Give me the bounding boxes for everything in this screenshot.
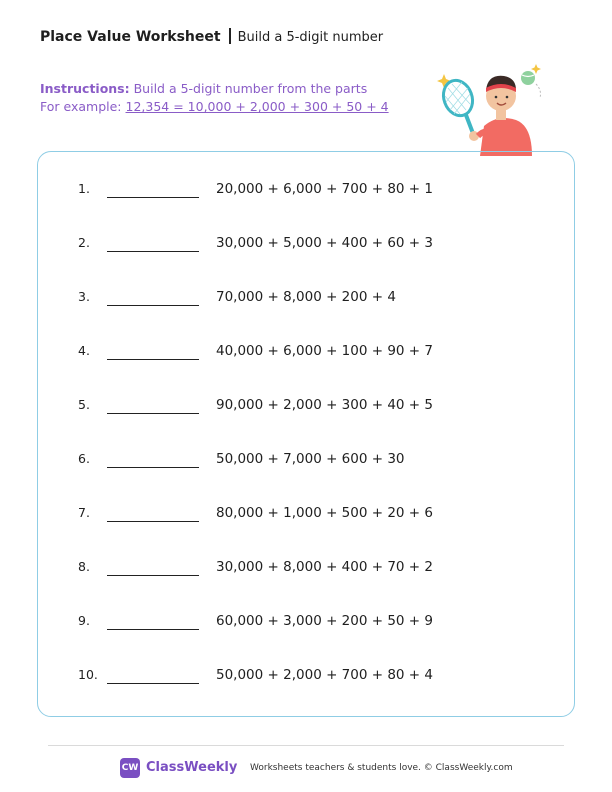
problem-expression: 20,000 + 6,000 + 700 + 80 + 1 xyxy=(216,181,433,197)
header-divider xyxy=(229,28,231,44)
answer-blank[interactable] xyxy=(107,629,199,630)
problem-expression: 90,000 + 2,000 + 300 + 40 + 5 xyxy=(216,397,433,413)
instructions-label: Instructions: xyxy=(40,81,130,96)
answer-blank[interactable] xyxy=(107,413,199,414)
answer-blank[interactable] xyxy=(107,683,199,684)
problem-expression: 80,000 + 1,000 + 500 + 20 + 6 xyxy=(216,505,433,521)
problem-expression: 50,000 + 2,000 + 700 + 80 + 4 xyxy=(216,667,433,683)
problem-number: 7. xyxy=(78,505,90,520)
problem-expression: 40,000 + 6,000 + 100 + 90 + 7 xyxy=(216,343,433,359)
instructions-block xyxy=(40,80,389,116)
example-label: For example: xyxy=(40,99,122,114)
answer-blank[interactable] xyxy=(107,251,199,252)
problem-expression: 70,000 + 8,000 + 200 + 4 xyxy=(216,289,396,305)
worksheet-title: Place Value Worksheet xyxy=(40,29,221,45)
page-header xyxy=(40,28,383,45)
problem-expression: 30,000 + 5,000 + 400 + 60 + 3 xyxy=(216,235,433,251)
tennis-player-illustration xyxy=(436,60,548,156)
answer-blank[interactable] xyxy=(107,521,199,522)
problem-expression: 50,000 + 7,000 + 600 + 30 xyxy=(216,451,405,467)
worksheet-subtitle: Build a 5-digit number xyxy=(237,30,384,45)
problem-number: 5. xyxy=(78,397,90,412)
problem-number: 4. xyxy=(78,343,90,358)
answer-blank[interactable] xyxy=(107,359,199,360)
classweekly-logo-icon: CW xyxy=(120,758,140,778)
answer-blank[interactable] xyxy=(107,467,199,468)
example-text: 12,354 = 10,000 + 2,000 + 300 + 50 + 4 xyxy=(125,99,389,114)
brand-name: ClassWeekly xyxy=(146,760,238,775)
instructions-line xyxy=(40,80,389,98)
example-line xyxy=(40,98,389,116)
problem-number: 3. xyxy=(78,289,90,304)
page-footer xyxy=(0,756,612,780)
footer-tagline: Worksheets teachers & students love. © ClassWeekly.com xyxy=(250,763,513,773)
answer-blank[interactable] xyxy=(107,305,199,306)
problem-number: 10. xyxy=(78,667,98,682)
tennis-ball-icon xyxy=(521,71,535,85)
problem-number: 1. xyxy=(78,181,90,196)
answer-blank[interactable] xyxy=(107,575,199,576)
instructions-text: Build a 5-digit number from the parts xyxy=(133,81,368,96)
problem-number: 6. xyxy=(78,451,90,466)
problem-expression: 60,000 + 3,000 + 200 + 50 + 9 xyxy=(216,613,433,629)
problem-number: 8. xyxy=(78,559,90,574)
problem-expression: 30,000 + 8,000 + 400 + 70 + 2 xyxy=(216,559,433,575)
problem-number: 9. xyxy=(78,613,90,628)
answer-blank[interactable] xyxy=(107,197,199,198)
footer-divider xyxy=(48,745,564,746)
sparkle-icon xyxy=(531,64,541,74)
problem-number: 2. xyxy=(78,235,90,250)
